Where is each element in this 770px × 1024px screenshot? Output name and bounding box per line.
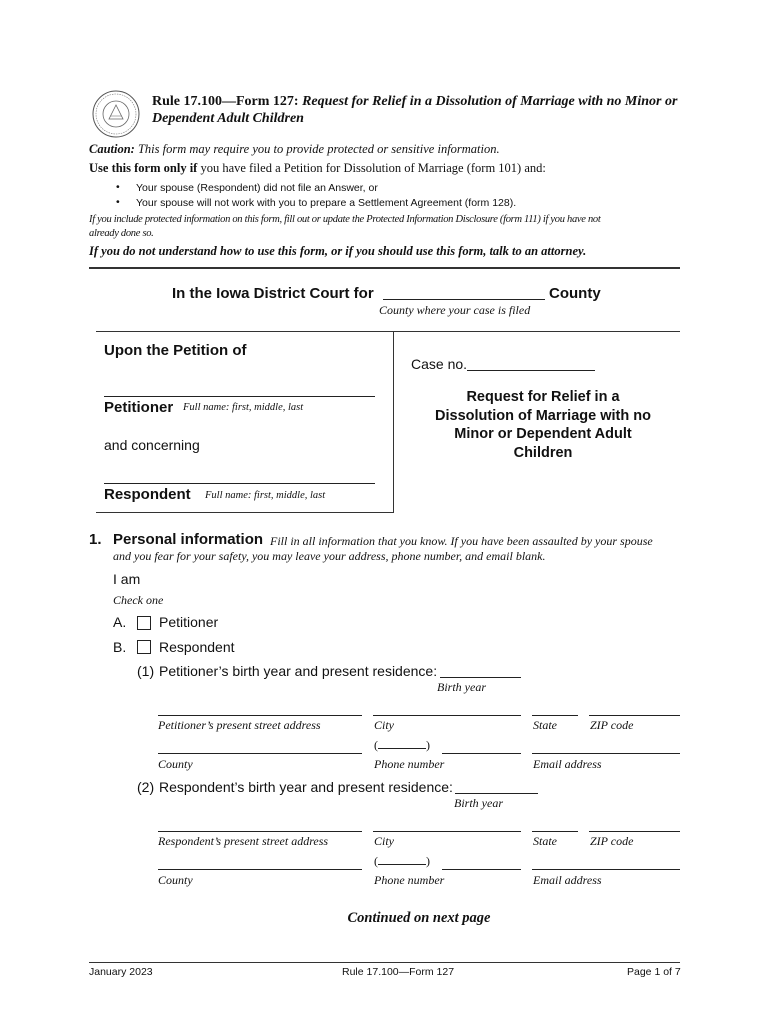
option-a-letter: A.	[113, 614, 127, 630]
petitioner-state-caption: State	[533, 718, 557, 732]
county-field[interactable]	[383, 299, 545, 300]
respondent-hint: Full name: first, middle, last	[205, 490, 326, 501]
caution-label: Caution:	[89, 142, 135, 156]
respondent-street-field[interactable]	[158, 831, 362, 832]
area-code-blank[interactable]	[378, 748, 426, 749]
continued-note: Continued on next page	[347, 910, 491, 926]
protected-info-note: If you include protected information on this form, fill out or update the Protected Information Disclosure (form 111) if you have not	[89, 214, 601, 225]
respondent-name-field[interactable]	[104, 483, 375, 484]
court-prefix: In the Iowa District Court for	[172, 285, 374, 302]
iowa-judicial-seal	[91, 89, 141, 139]
petitioner-county-caption: County	[158, 757, 193, 771]
caption-form-title-line: Minor or Dependent Adult	[454, 426, 632, 442]
petitioner-area-code[interactable]	[374, 738, 430, 753]
respondent-residence-number: (2)	[137, 779, 155, 795]
caption-box-divider	[393, 331, 394, 513]
petitioner-city-caption: City	[374, 718, 394, 732]
paren-close: )	[426, 738, 430, 752]
respondent-state-caption: State	[533, 834, 557, 848]
petitioner-phone-field[interactable]	[442, 753, 521, 754]
bullet-text: Your spouse will not work with you to prepare a Settlement Agreement (form 128).	[136, 197, 517, 209]
county-caption: County where your case is filed	[379, 303, 531, 317]
footer-rule	[89, 962, 680, 963]
caution-line	[89, 142, 500, 157]
bullet-item: •	[116, 196, 120, 208]
petitioner-email-caption: Email address	[533, 757, 602, 771]
caption-form-title-line: Request for Relief in a	[466, 389, 620, 405]
caption-form-title	[405, 388, 681, 462]
footer-date: January 2023	[89, 966, 153, 978]
respondent-state-field[interactable]	[532, 831, 578, 832]
respondent-residence-label: Respondent’s birth year and present residence:	[159, 779, 453, 795]
paren-open: (	[374, 738, 378, 752]
petitioner-city-field[interactable]	[373, 715, 521, 716]
form-title-line2: Dependent Adult Children	[152, 111, 304, 126]
caption-box-bottom	[96, 512, 394, 513]
court-suffix: County	[549, 285, 601, 302]
respondent-county-field[interactable]	[158, 869, 362, 870]
respondent-county-caption: County	[158, 873, 193, 887]
respondent-area-code[interactable]	[374, 854, 430, 869]
upon-petition-label: Upon the Petition of	[104, 342, 247, 359]
petitioner-zip-field[interactable]	[589, 715, 680, 716]
petitioner-birth-year-caption: Birth year	[437, 680, 486, 694]
respondent-city-field[interactable]	[373, 831, 521, 832]
petitioner-name-field[interactable]	[104, 396, 375, 397]
respondent-email-caption: Email address	[533, 873, 602, 887]
petitioner-label: Petitioner	[104, 399, 174, 416]
petitioner-residence-number: (1)	[137, 663, 155, 679]
section-1-instructions-2: and you fear for your safety, you may leave your address, phone number, and email blank.	[113, 549, 546, 563]
case-number-label: Case no.	[411, 356, 468, 372]
petitioner-email-field[interactable]	[532, 753, 680, 754]
footer-page-number: Page 1 of 7	[627, 966, 681, 978]
i-am-label: I am	[113, 571, 141, 587]
form-title	[152, 94, 677, 110]
petitioner-birth-year-field[interactable]	[440, 677, 521, 678]
section-1-number: 1.	[89, 531, 102, 548]
respondent-checkbox[interactable]	[137, 640, 151, 654]
respondent-phone-caption: Phone number	[374, 873, 445, 887]
case-number-field[interactable]	[467, 370, 595, 371]
section-divider	[89, 267, 680, 269]
respondent-zip-caption: ZIP code	[590, 834, 634, 848]
petitioner-street-caption: Petitioner’s present street address	[158, 718, 321, 732]
caption-box-top	[96, 331, 680, 332]
petitioner-phone-caption: Phone number	[374, 757, 445, 771]
petitioner-street-field[interactable]	[158, 715, 362, 716]
petitioner-checkbox[interactable]	[137, 616, 151, 630]
bullet-text: Your spouse (Respondent) did not file an Answer, or	[136, 182, 378, 194]
check-one-hint: Check one	[113, 593, 164, 607]
use-text: you have filed a Petition for Dissolution of Marriage (form 101) and:	[197, 161, 546, 175]
respondent-city-caption: City	[374, 834, 394, 848]
caption-form-title-line: Dissolution of Marriage with no	[435, 407, 651, 424]
respondent-phone-field[interactable]	[442, 869, 521, 870]
caution-text: This form may require you to provide protected or sensitive information.	[134, 142, 500, 156]
respondent-birth-year-field[interactable]	[455, 793, 538, 794]
option-b-label: Respondent	[159, 639, 235, 655]
and-concerning-label: and concerning	[104, 437, 200, 453]
use-line	[89, 161, 546, 176]
respondent-zip-field[interactable]	[589, 831, 680, 832]
paren-close: )	[426, 854, 430, 868]
respondent-birth-year-caption: Birth year	[454, 796, 503, 810]
use-label: Use this form only if	[89, 161, 198, 175]
option-b-letter: B.	[113, 639, 127, 655]
caption-form-title-line: Children	[513, 444, 573, 461]
petitioner-county-field[interactable]	[158, 753, 362, 754]
paren-open: (	[374, 854, 378, 868]
respondent-street-caption: Respondent’s present street address	[158, 834, 329, 848]
attorney-warning: If you do not understand how to use this form, or if you should use this form, talk to an attorney.	[89, 244, 587, 258]
petitioner-state-field[interactable]	[532, 715, 578, 716]
petitioner-zip-caption: ZIP code	[590, 718, 634, 732]
respondent-email-field[interactable]	[532, 869, 680, 870]
bullet-item: •	[116, 181, 120, 193]
option-a-label: Petitioner	[159, 614, 219, 630]
section-1-title: Personal information	[113, 531, 264, 548]
petitioner-residence-label: Petitioner’s birth year and present residence:	[159, 663, 438, 679]
area-code-blank[interactable]	[378, 864, 426, 865]
respondent-label: Respondent	[104, 486, 191, 503]
protected-info-note-2: already done so.	[89, 228, 154, 239]
section-1-instructions: Fill in all information that you know. If you have been assaulted by your spouse	[270, 534, 653, 548]
footer-form-number: Rule 17.100—Form 127	[342, 966, 455, 978]
form-title-text: Request for Relief in a Dissolution of Marriage with no Minor or	[302, 94, 678, 109]
form-rule-number: Rule 17.100—Form 127:	[152, 94, 303, 109]
petitioner-hint: Full name: first, middle, last	[183, 402, 304, 413]
